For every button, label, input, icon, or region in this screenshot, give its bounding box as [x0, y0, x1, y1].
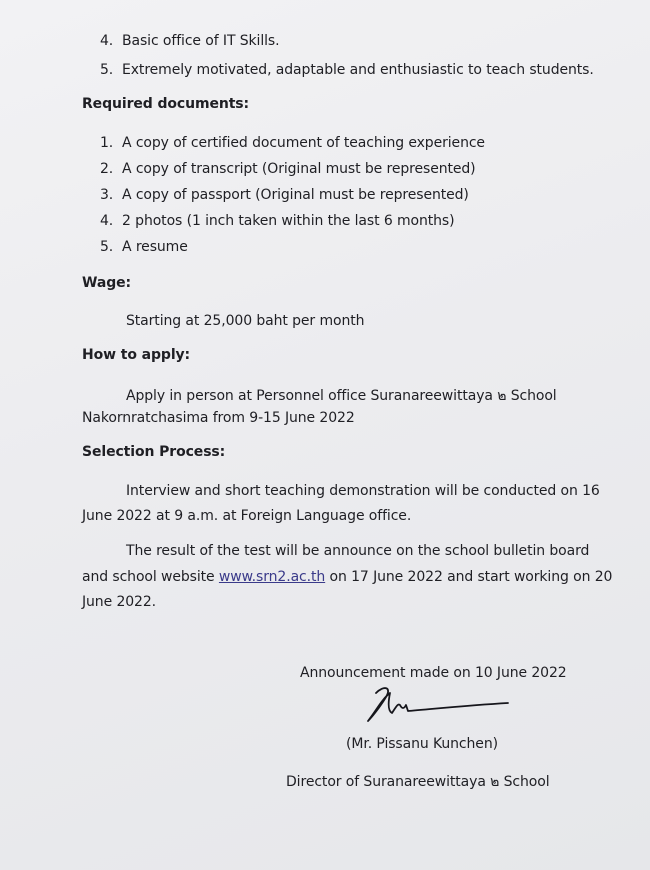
list-text: A copy of passport (Original must be represented) — [122, 187, 469, 203]
selection-p2-line-3: June 2022. — [82, 594, 157, 610]
qualification-item — [100, 62, 594, 78]
document-item — [100, 187, 469, 203]
list-number: 5. — [100, 62, 114, 78]
list-text: A copy of certified document of teaching experience — [122, 135, 485, 151]
list-text: 2 photos (1 inch taken within the last 6 months) — [122, 213, 455, 229]
list-text: A resume — [122, 239, 188, 255]
selection-heading: Selection Process: — [82, 444, 226, 460]
document-item — [100, 239, 188, 255]
qualification-item — [100, 33, 279, 49]
signature-icon — [362, 683, 512, 725]
list-number: 4. — [100, 33, 114, 49]
list-number: 5. — [100, 239, 114, 255]
list-number: 2. — [100, 161, 114, 177]
list-text: A copy of transcript (Original must be represented) — [122, 161, 476, 177]
list-number: 1. — [100, 135, 114, 151]
document-item — [100, 213, 455, 229]
signer-name: (Mr. Pissanu Kunchen) — [346, 736, 498, 752]
announcement-date: Announcement made on 10 June 2022 — [300, 665, 567, 681]
selection-p2-text-post: on 17 June 2022 and start working on 20 — [329, 569, 613, 585]
school-website-link[interactable]: www.srn2.ac.th — [218, 569, 326, 585]
selection-p1-line-2: June 2022 at 9 a.m. at Foreign Language office. — [82, 508, 412, 524]
apply-heading: How to apply: — [82, 347, 191, 363]
list-number: 4. — [100, 213, 114, 229]
selection-p2-line-2 — [82, 569, 612, 585]
list-text: Extremely motivated, adaptable and enthusiastic to teach students. — [122, 62, 594, 78]
list-number: 3. — [100, 187, 114, 203]
list-text: Basic office of IT Skills. — [122, 33, 280, 49]
document-item — [100, 135, 485, 151]
wage-text: Starting at 25,000 baht per month — [126, 313, 365, 329]
document-item — [100, 161, 476, 177]
selection-p2-line-1: The result of the test will be announce on the school bulletin board — [126, 543, 590, 559]
selection-p2-text-pre: and school website — [82, 569, 215, 585]
documents-heading: Required documents: — [82, 96, 250, 112]
signer-title: Director of Suranareewittaya ๒ School — [286, 774, 550, 790]
apply-line-1: Apply in person at Personnel office Suranareewittaya ๒ School — [126, 388, 557, 404]
wage-heading: Wage: — [82, 275, 132, 291]
apply-line-2: Nakornratchasima from 9-15 June 2022 — [82, 410, 355, 426]
selection-p1-line-1: Interview and short teaching demonstration will be conducted on 16 — [126, 483, 600, 499]
